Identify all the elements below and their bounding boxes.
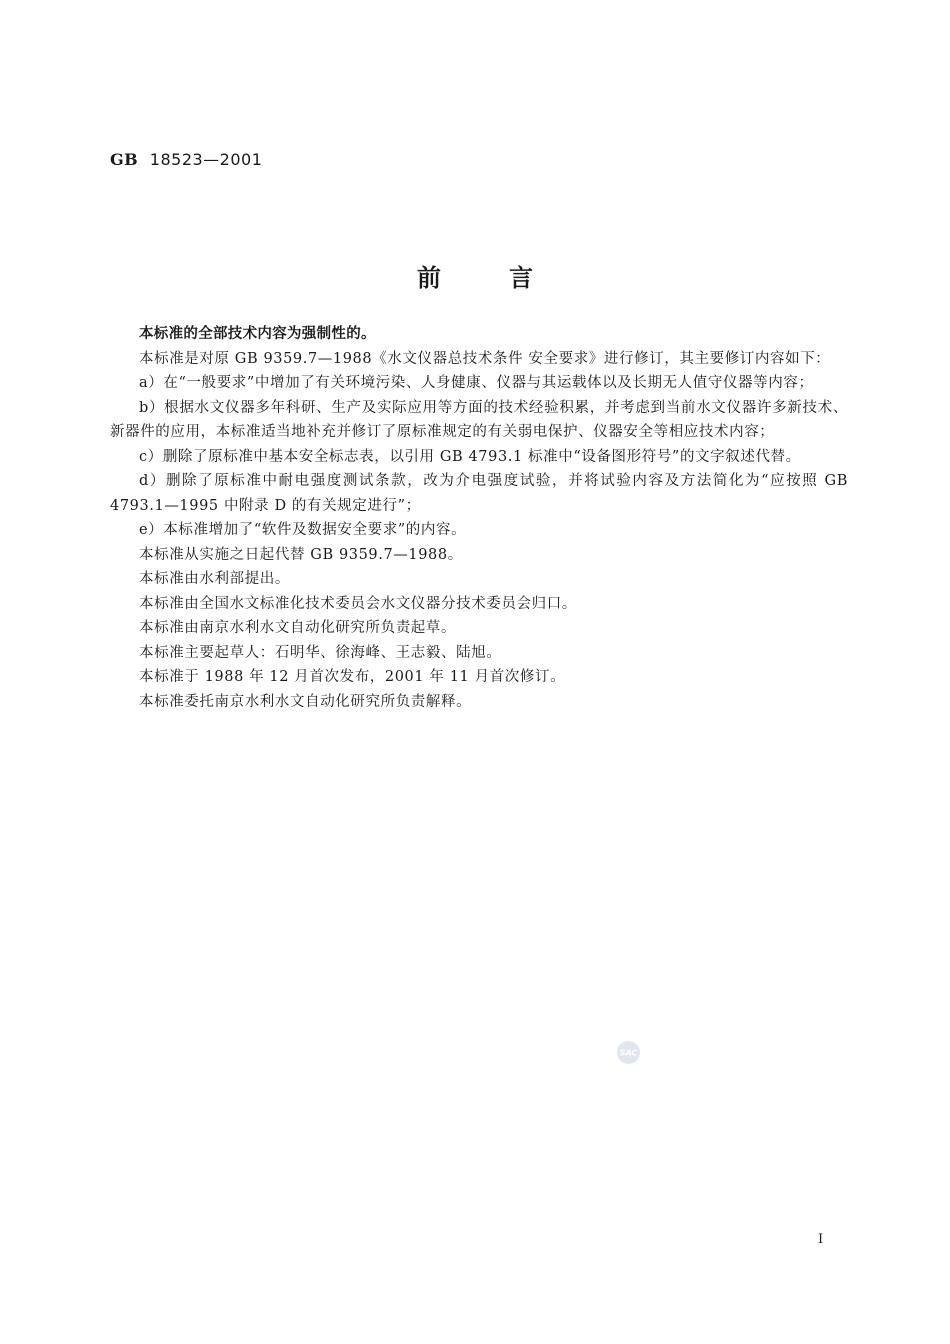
paragraph: 本标准由全国水文标准化技术委员会水文仪器分技术委员会归口。: [139, 595, 577, 612]
list-item-d: d）删除了原标准中耐电强度测试条款，改为介电强度试验，并将试验内容及方法简化为“应按照 GB 4793.1—1995 中附录 D 的有关规定进行”；: [110, 473, 848, 514]
standard-code: [110, 150, 262, 169]
paragraph: 本标准由南京水利水文自动化研究所负责起草。: [139, 620, 457, 636]
paragraph: 本标准主要起草人：石明华、徐海峰、王志毅、陆旭。: [139, 644, 502, 661]
page-title: [0, 258, 950, 293]
title-char-1: 前: [417, 264, 441, 292]
paragraph: 本标准是对原 GB 9359.7—1988《水文仪器总技术条件 安全要求》进行修订，其主要修订内容如下：: [139, 350, 831, 367]
paragraph: 本标准从实施之日起代替 GB 9359.7—1988。: [139, 546, 463, 563]
list-item-b: b）根据水文仪器多年科研、生产及实际应用等方面的技术经验积累，并考虑到当前水文仪器许多新技术、新器件的应用，本标准适当地补充并修订了原标准规定的有关弱电保护、仪器安全等相应技术内容；: [110, 399, 848, 440]
paragraph: 本标准委托南京水利水文自动化研究所负责解释。: [139, 693, 472, 710]
standard-number: 18523—2001: [149, 150, 263, 169]
list-item-c: c）删除了原标准中基本安全标志表，以引用 GB 4793.1 标准中“设备图形符号”的文字叙述代替。: [139, 448, 801, 465]
paragraph: 本标准由水利部提出。: [139, 571, 290, 587]
sac-watermark-logo: [616, 1040, 641, 1065]
title-char-2: 言: [509, 264, 533, 292]
preface-body: [110, 322, 848, 714]
sac-logo-icon: [616, 1040, 641, 1065]
paragraph: 本标准于 1988 年 12 月首次发布，2001 年 11 月首次修订。: [139, 669, 566, 685]
standard-prefix: GB: [110, 150, 139, 169]
list-item-e: e）本标准增加了“软件及数据安全要求”的内容。: [139, 522, 467, 538]
list-item-a: a）在“一般要求”中增加了有关环境污染、人身健康、仪器与其运载体以及长期无人值守仪器等内容；: [139, 375, 814, 391]
page-number: I: [818, 1232, 824, 1247]
mandatory-statement: 本标准的全部技术内容为强制性的。: [139, 326, 376, 342]
svg-text:SAC: SAC: [619, 1048, 638, 1058]
